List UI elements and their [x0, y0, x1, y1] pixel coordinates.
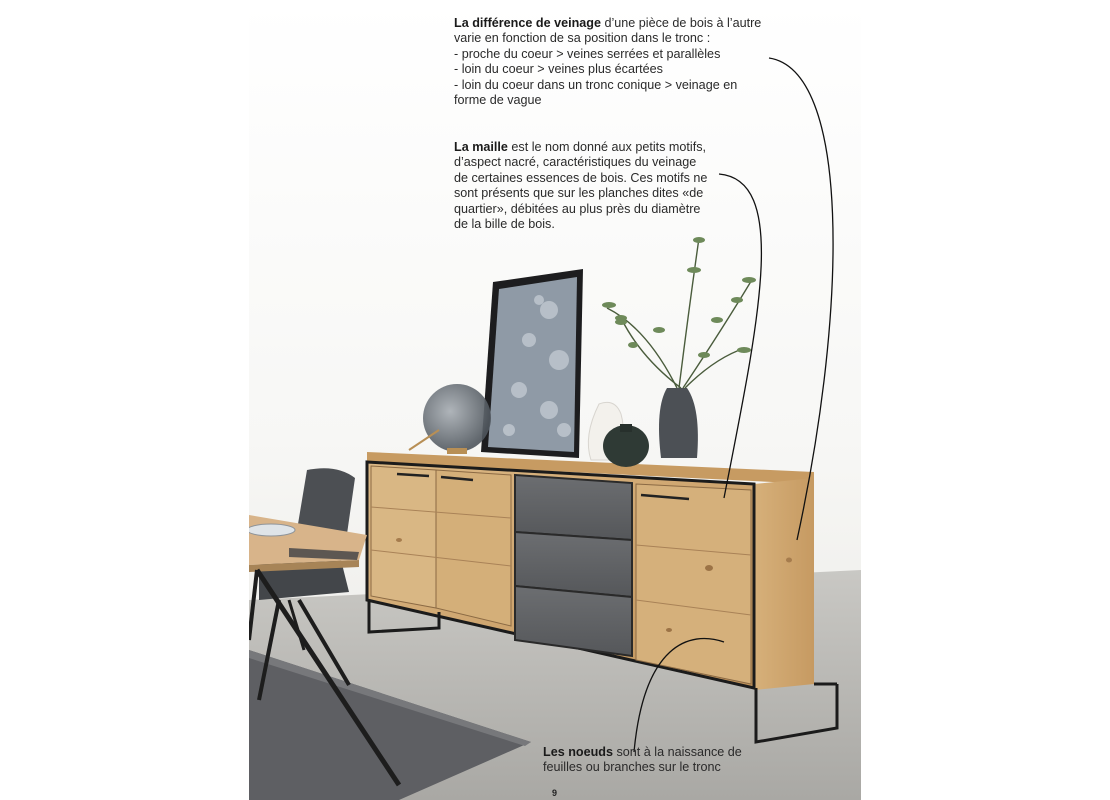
veinage-first-line	[454, 16, 784, 31]
noeuds-line: feuilles ou branches sur le tronc	[543, 760, 721, 775]
veinage-line: forme de vague	[454, 93, 542, 108]
noeuds-first-line	[543, 745, 773, 760]
noeuds-paragraph	[543, 745, 773, 776]
maille-line: quartier», débitées au plus près du diamètre	[454, 201, 701, 216]
veinage-line: - proche du coeur > veines serrées et parallèles	[454, 46, 721, 61]
maille-line: sont présents que sur les planches dites «de	[454, 186, 704, 201]
noeuds-line: sont à la naissance de	[612, 745, 742, 759]
brochure-page	[249, 0, 861, 800]
veinage-line: varie en fonction de sa position dans le tronc :	[454, 31, 711, 46]
maille-heading: La maille	[454, 140, 508, 154]
maille-first-line	[454, 140, 724, 155]
sideboard-photo	[249, 0, 861, 800]
noeuds-heading: Les noeuds	[543, 745, 613, 759]
veinage-paragraph	[454, 16, 784, 108]
veinage-line: d’une pièce de bois à l’autre	[600, 16, 762, 30]
page-number: 9	[552, 788, 558, 798]
maille-paragraph	[454, 140, 724, 232]
veinage-line: - loin du coeur > veines plus écartées	[454, 62, 663, 77]
maille-line: de la bille de bois.	[454, 217, 555, 232]
veinage-line: - loin du coeur dans un tronc conique > veinage en	[454, 77, 738, 92]
maille-line: est le nom donné aux petits motifs,	[507, 140, 707, 154]
veinage-heading: La différence de veinage	[454, 16, 601, 30]
maille-line: d’aspect nacré, caractéristiques du veinage	[454, 155, 697, 170]
maille-line: de certaines essences de bois. Ces motifs ne	[454, 170, 708, 185]
